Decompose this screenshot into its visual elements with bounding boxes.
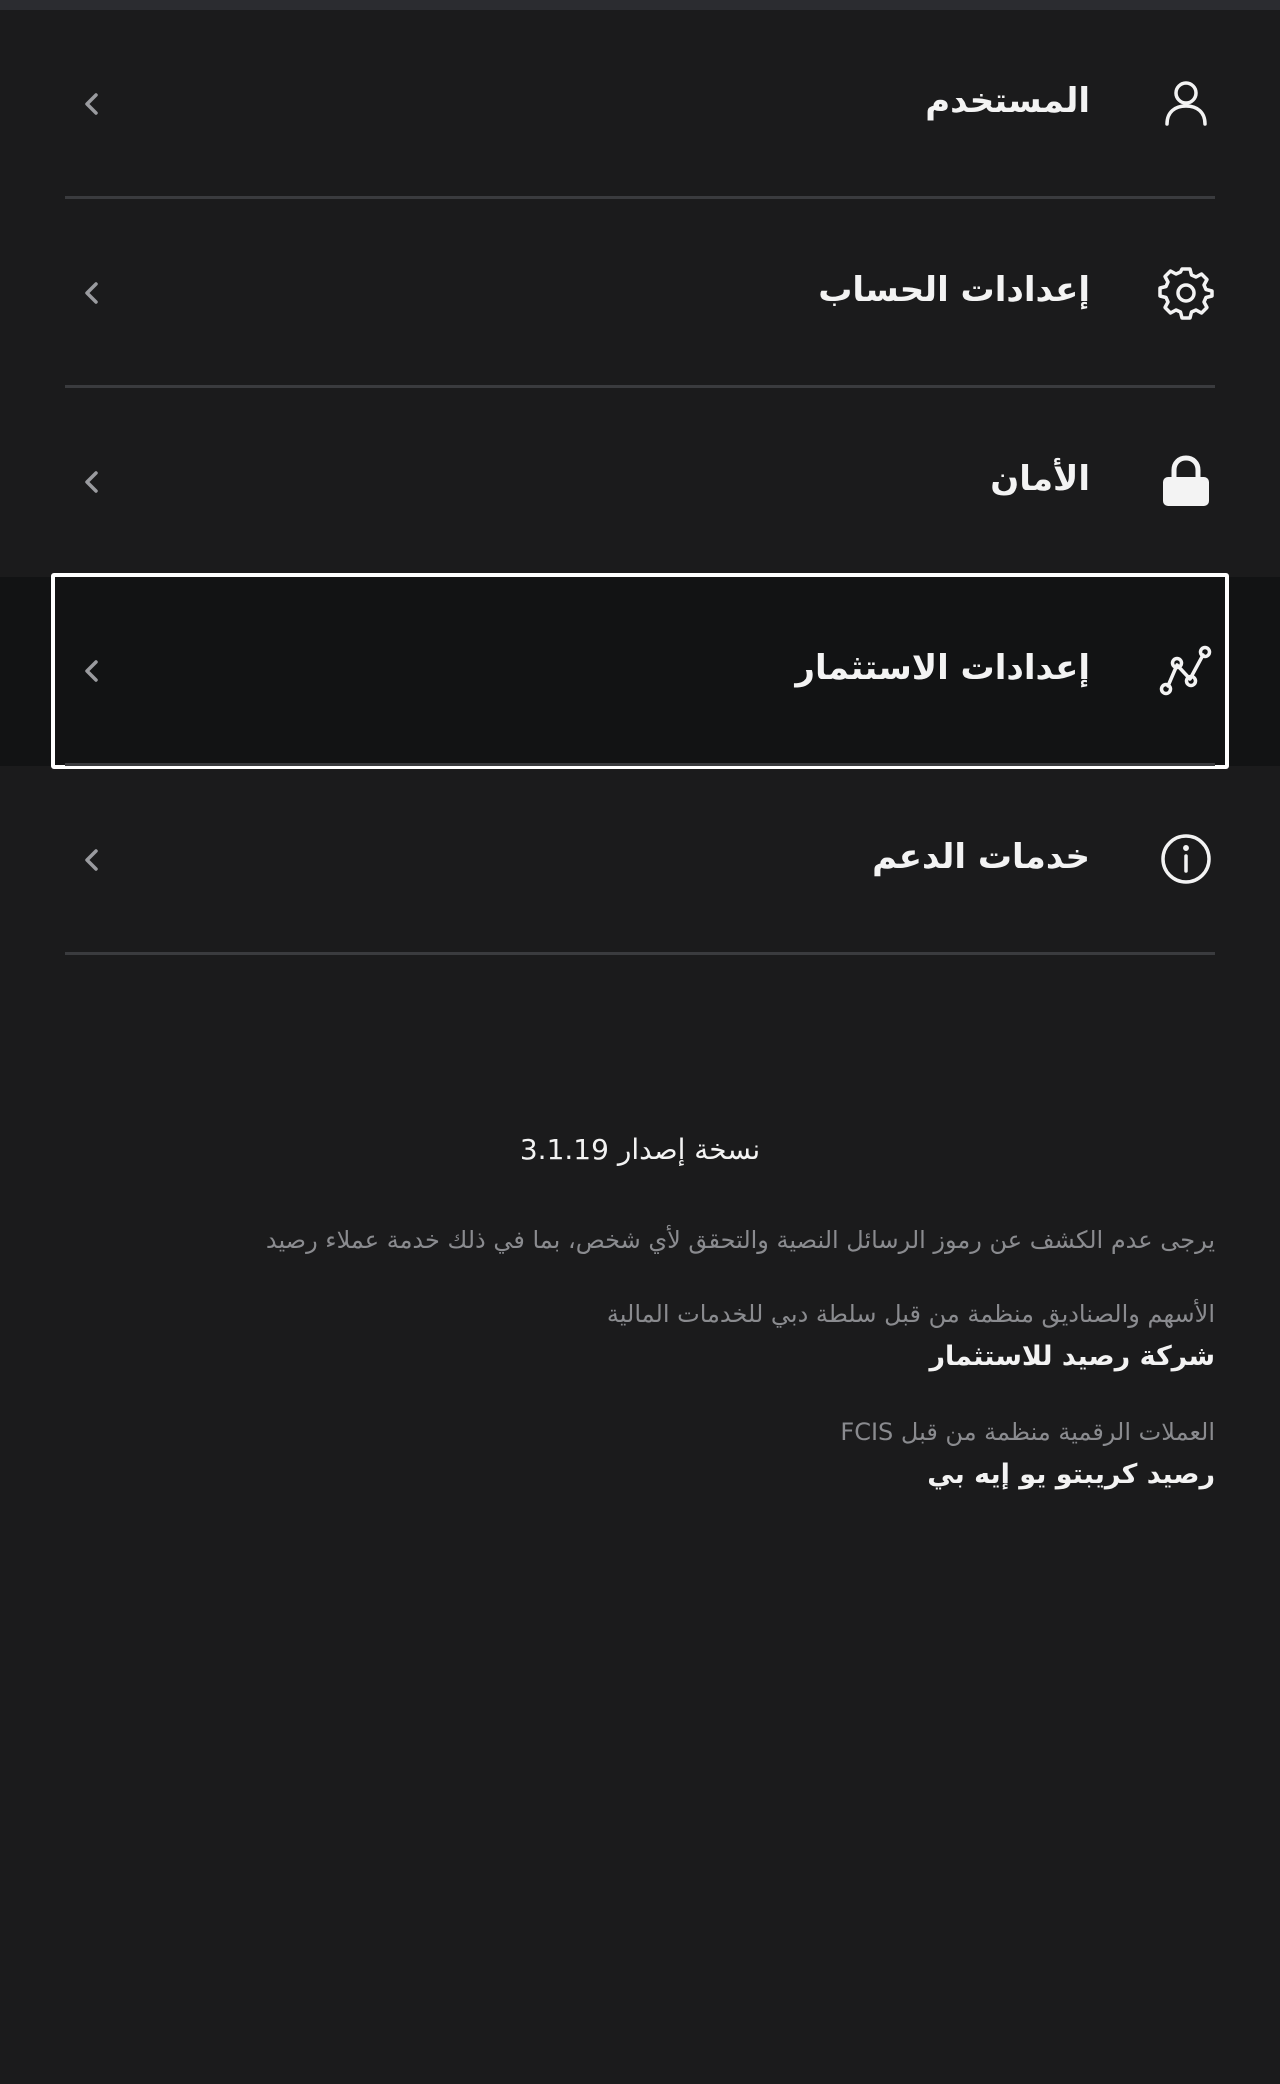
menu-item-support-services[interactable] — [0, 766, 1280, 955]
chevron-left-icon — [78, 657, 106, 685]
settings-menu — [0, 10, 1280, 955]
menu-item-account-settings[interactable] — [0, 199, 1280, 388]
menu-item-label: إعدادات الاستثمار — [795, 648, 1090, 688]
menu-item-security[interactable] — [0, 388, 1280, 577]
chevron-left-icon — [78, 468, 106, 496]
menu-item-label: خدمات الدعم — [872, 837, 1090, 877]
lock-icon — [1157, 452, 1215, 510]
regulation-line: الأسهم والصناديق منظمة من قبل سلطة دبي للخدمات المالية — [606, 1300, 1215, 1328]
security-disclaimer: يرجى عدم الكشف عن رموز الرسائل النصية والتحقق لأي شخص، بما في ذلك خدمة عملاء رصيد — [265, 1226, 1215, 1254]
chevron-left-icon — [78, 279, 106, 307]
investment-chart-icon — [1157, 641, 1215, 699]
menu-item-label: إعدادات الحساب — [818, 270, 1090, 310]
chevron-left-icon — [78, 846, 106, 874]
app-footer — [65, 1120, 1215, 1530]
regulation-line: العملات الرقمية منظمة من قبل FCIS — [840, 1418, 1215, 1446]
user-icon — [1157, 74, 1215, 132]
menu-item-user[interactable] — [0, 10, 1280, 199]
info-icon — [1157, 830, 1215, 888]
status-bar-strip — [0, 0, 1280, 10]
menu-item-label: الأمان — [990, 459, 1090, 499]
chevron-left-icon — [78, 90, 106, 118]
menu-item-label: المستخدم — [925, 81, 1090, 121]
menu-item-investment-settings[interactable] — [0, 577, 1280, 766]
gear-icon — [1157, 263, 1215, 321]
regulated-entity: رصيد كريبتو يو إيه بي — [927, 1459, 1215, 1490]
app-version: نسخة إصدار 3.1.19 — [519, 1133, 761, 1166]
regulated-entity: شركة رصيد للاستثمار — [929, 1341, 1215, 1372]
divider — [65, 952, 1215, 955]
